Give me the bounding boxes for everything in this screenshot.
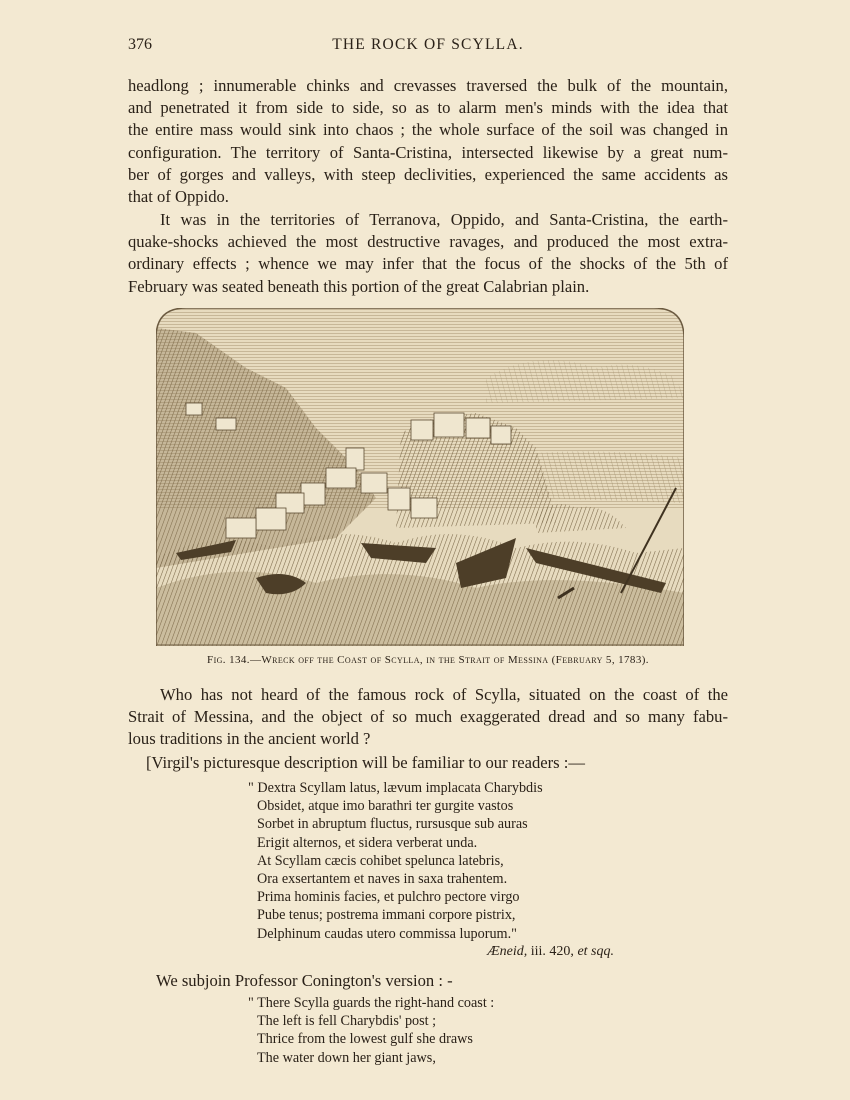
figure-caption: [128, 654, 728, 666]
english-verse-quote: [248, 994, 678, 1067]
text-line: Who has not heard of the famous rock of Scylla, situated on the coast of the: [160, 685, 728, 704]
engraving-image: [156, 308, 684, 646]
verse-line: The left is fell Charybdis' post ;: [257, 1013, 437, 1030]
text-line: headlong ; innumerable chinks and crevasses traversed the bulk of the mountain,: [128, 76, 728, 95]
verse-line: Delphinum caudas utero commissa luporum.": [257, 925, 517, 942]
text-line: ber of gorges and valleys, with steep declivities, experienced the same accidents as: [128, 164, 728, 184]
text-line: the entire mass would sink into chaos ; the whole surface of the soil was changed in: [128, 120, 728, 140]
text-line: configuration. The territory of Santa-Cristina, intersected likewise by a great num-: [128, 142, 728, 162]
latin-verse-quote: [248, 779, 678, 943]
text-line: Strait of Messina, and the object of so much exaggerated dread and so many fabu-: [128, 707, 728, 727]
verse-citation: [487, 944, 614, 960]
running-title: THE ROCK OF SCYLLA.: [332, 36, 524, 53]
page-number: 376: [128, 36, 152, 53]
verse-line: Pube tenus; postrema immani corpore pistrix,: [257, 907, 516, 924]
verse-line: At Scyllam cæcis cohibet spelunca latebris,: [257, 852, 504, 869]
verse-line: " Dextra Scyllam latus, lævum implacata Charybdis: [248, 780, 543, 796]
paragraph-5: [128, 970, 728, 992]
caption-label: Fig. 134.—: [207, 654, 262, 666]
verse-line: Obsidet, atque imo barathri ter gurgite vastos: [257, 798, 514, 815]
text-line: quake-shocks achieved the most destructive ravages, and produced the most extra-: [128, 232, 728, 252]
verse-line: Thrice from the lowest gulf she draws: [257, 1031, 473, 1048]
text-line: and penetrated it from side to side, so as to alarm men's minds with the idea that: [128, 98, 728, 118]
text-line: It was in the territories of Terranova, Oppido, and Santa-Cristina, the earth-: [160, 210, 728, 229]
caption-text: Wreck off the Coast of Scylla, in the Strait of Messina (February 5, 1783).: [261, 654, 649, 666]
verse-line: Erigit alternos, et sidera verberat unda.: [257, 834, 478, 851]
citation-ref: iii. 420,: [527, 944, 578, 959]
page-header: [128, 36, 728, 56]
citation-etseq: et sqq.: [577, 944, 614, 959]
text-line: that of Oppido.: [128, 187, 229, 207]
text-line: ordinary effects ; whence we may infer that the focus of the shocks of the 5th of: [128, 254, 728, 274]
text-line: lous traditions in the ancient world ?: [128, 729, 371, 749]
verse-line: Prima hominis facies, et pulchro pectore virgo: [257, 889, 520, 906]
text-line: We subjoin Professor Conington's version : -: [156, 971, 453, 990]
paragraph-1: [128, 75, 728, 208]
text-line: [Virgil's picturesque description will be familiar to our readers :—: [146, 753, 585, 772]
citation-work: Æneid,: [487, 944, 528, 959]
paragraph-2: [128, 209, 728, 298]
verse-line: " There Scylla guards the right-hand coast :: [248, 995, 495, 1011]
paragraph-4: [128, 752, 728, 774]
engraving-illustration: [156, 308, 684, 646]
verse-line: Ora exsertantem et naves in saxa trahentem.: [257, 871, 508, 888]
verse-line: Sorbet in abruptum fluctus, rursusque sub auras: [257, 816, 528, 833]
verse-line: The water down her giant jaws,: [257, 1049, 436, 1066]
text-line: February was seated beneath this portion of the great Calabrian plain.: [128, 276, 590, 296]
paragraph-3: [128, 684, 728, 751]
